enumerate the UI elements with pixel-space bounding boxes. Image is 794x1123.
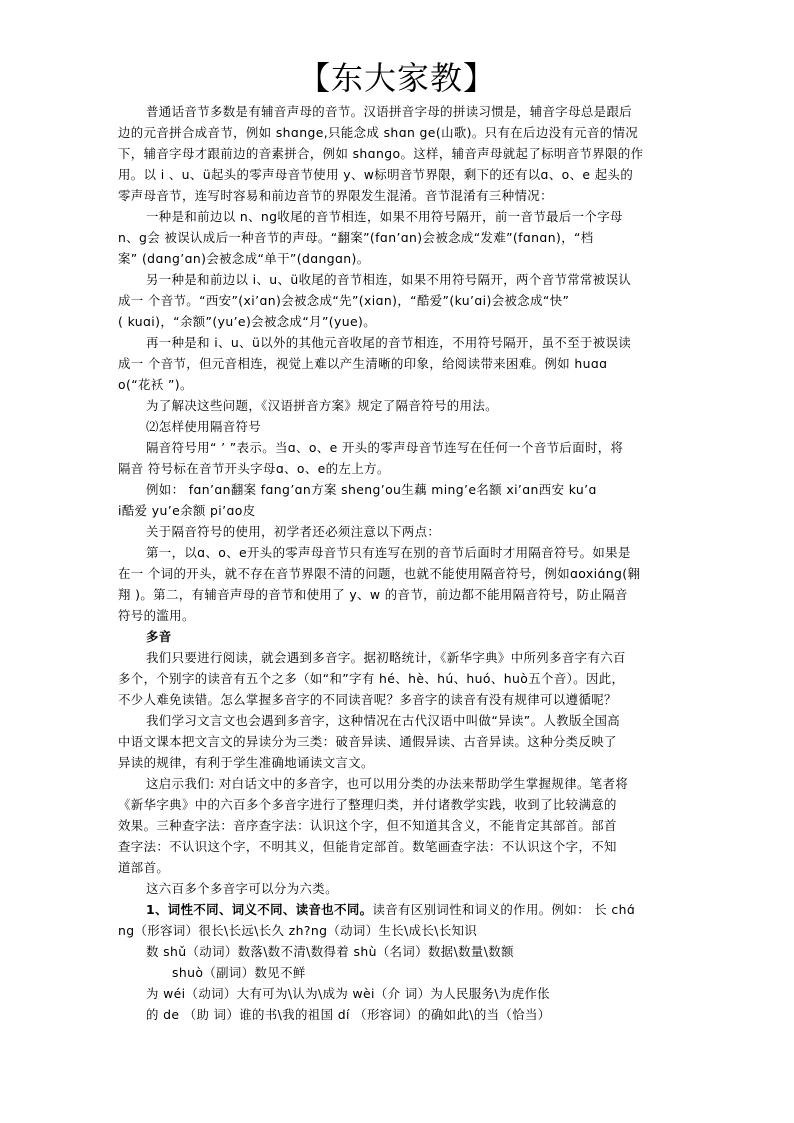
text-line: 道部首。 (118, 860, 170, 875)
text-line: 隔音 符号标在音节开头字母ɑ、o、e的左上方。 (118, 461, 390, 476)
text-line (146, 902, 635, 918)
text-line: 下，辅音字母才跟前边的音素拼合，例如 shɑnɡo。这样，辅音声母就起了标明音节界限的作 (118, 146, 644, 161)
text-line: 边的元音拼合成音节，例如 shɑnge,只能念成 shɑn ge(山歌)。只有在后边没有元音的情况 (118, 125, 639, 140)
text-line: 用。以 i 、u、ü起头的零声母音节使用 y、w标明音节界限，剩下的还有以ɑ、o、e 起头的 (118, 167, 634, 182)
text-line: 我们学习文言文也会遇到多音字，这种情况在古代汉语中叫做“异读”。人教版全国高 (146, 713, 621, 728)
text-line: 第一，以ɑ、o、e开头的零声母音节只有连写在别的音节后面时才用隔音符号。如果是 (146, 545, 631, 560)
text-line: 零声母音节，连写时容易和前边音节的界限发生混淆。音节混淆有三种情况： (118, 188, 553, 203)
text-line: 再一种是和 i、u、ü以外的其他元音收尾的音节相连，不用符号隔开，虽不至于被误读 (146, 335, 632, 350)
text-line: 关于隔音符号的使用，初学者还必须注意以下两点： (146, 524, 441, 539)
text-line: ( kuɑi)，“余额”(yu’e)会被念成“月”(yue)。 (118, 314, 377, 329)
text-line: 翔 )。第二，有辅音声母的音节和使用了 y、w 的音节，前边都不能用隔音符号，防止隔音 (118, 587, 628, 602)
category-heading: 1、词性不同、词义不同、读音也不同。 (146, 902, 373, 917)
text-line: 查字法：不认识这个字，不明其义，但能肯定部首。数笔画查字法：不认识这个字，不知 (118, 839, 617, 854)
text-line: 《新华字典》中的六百多个多音字进行了整理归类，并付诸教学实践，收到了比较满意的 (118, 797, 617, 812)
text-line: 的 de （助 词）谁的书\我的祖国 dí （形容词）的确如此\的当（恰当） (146, 1007, 551, 1022)
text-line: 为 wéi（动词）大有可为\认为\成为 wèi（介 词）为人民服务\为虎作伥 (146, 986, 551, 1001)
text-line: 异读的规律，有利于学生准确地诵读文言文。 (118, 755, 374, 770)
text-line: 不少人难免读错。怎么掌握多音字的不同读音呢？多音字的读音有没有规律可以遵循呢？ (118, 692, 617, 707)
text-line: o(“花袄 ”)。 (118, 377, 193, 392)
category-text: 读音有区别词性和词义的作用。例如： 长 chɑ́ (372, 902, 636, 917)
text-line: 这启示我们: 对白话文中的多音字，也可以用分类的办法来帮助学生掌握规律。笔者将 (146, 776, 629, 791)
text-line: ng（形容词）很长\长远\长久 zh?ng（动词）生长\成长\长知识 (118, 923, 478, 938)
text-line: 另一种是和前边以 i、u、ü收尾的音节相连，如果不用符号隔开，两个音节常常被误认 (146, 272, 632, 287)
text-line: 隔音符号用“ ’ ”表示。当ɑ、o、e 开头的零声母音节连写在任何一个音节后面时，将 (146, 440, 624, 455)
text-line: 这六百多个多音字可以分为六类。 (146, 881, 338, 896)
document-title: 【东大家教】 (297, 59, 496, 97)
text-line: 成一 个音节。“西安”(xi’ɑn)会被念成“先”(xiɑn)，“酷爱”(ku’ɑi)会被念成“快” (118, 293, 570, 308)
text-line: 案” (dɑng’ɑn)会被念成“单干”(dɑngɑn)。 (118, 251, 370, 266)
text-line: 我们只要进行阅读，就会遇到多音字。据初略统计，《新华字典》中所列多音字有六百 (146, 650, 626, 665)
text-line: 成一 个音节，但元音相连，视觉上难以产生清晰的印象，给阅读带来困难。例如 huɑɑ (118, 356, 608, 371)
text-line: n、g会 被误认成后一种音节的声母。“翻案”(fɑn’ɑn)会被念成“发难”(fɑnɑn)，“档 (118, 230, 594, 245)
text-line: 为了解决这些问题，《汉语拼音方案》规定了隔音符号的用法。 (146, 398, 498, 413)
text-line: shuò（副词）数见不鲜 (172, 965, 306, 980)
text-line: 在一 个词的开头，就不存在音节界限不清的问题，也就不能使用隔音符号，例如ɑoxiɑ́ng(翱 (118, 566, 641, 581)
text-line: i酷爱 yu’e余额 pi’ɑo皮 (118, 503, 256, 518)
text-line: 符号的滥用。 (118, 608, 195, 623)
section-heading: 多音 (146, 629, 172, 644)
text-line: 效果。三种查字法：音序查字法：认识这个字，但不知道其含义，不能肯定其部首。部首 (118, 818, 617, 833)
text-line: 数 shǔ（动词）数落\数不清\数得着 shù（名词）数据\数量\数额 (146, 944, 514, 959)
text-line: 例如： fɑn’ɑn翻案 fɑng’ɑn方案 sheng’ou生藕 ming’e名额 xi’ɑn西安 ku’ɑ (146, 482, 597, 497)
text-line: 中语文课本把文言文的异读分为三类：破音异读、通假异读、古音异读。这种分类反映了 (118, 734, 617, 749)
text-line: 普通话音节多数是有辅音声母的音节。汉语拼音字母的拼读习惯是，辅音字母总是跟后 (146, 104, 633, 119)
text-line: 一种是和前边以 n、ng收尾的音节相连，如果不用符号隔开，前一音节最后一个字母 (146, 209, 623, 224)
text-line: 多个，个别字的读音有五个之多（如“和”字有 hé、hè、hú、huó、huò五个音）。因此， (118, 671, 625, 686)
text-line: ⑵怎样使用隔音符号 (146, 419, 262, 434)
